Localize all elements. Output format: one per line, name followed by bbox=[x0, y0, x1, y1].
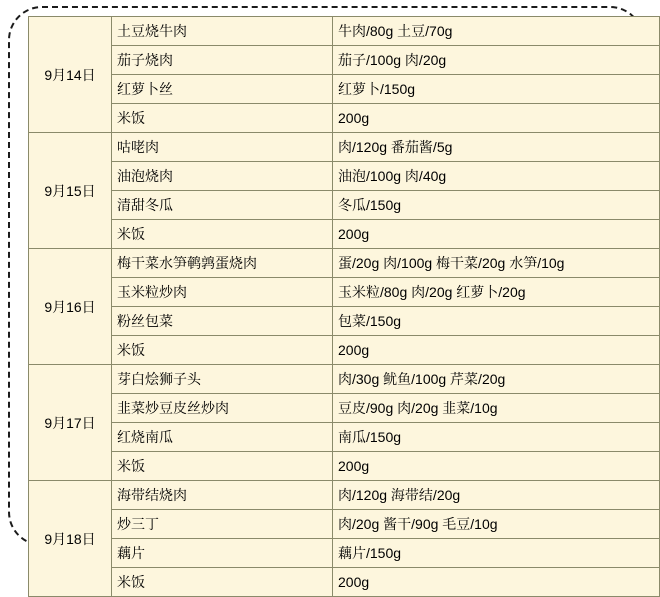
dish-name-cell: 海带结烧肉 bbox=[112, 481, 333, 510]
table-row bbox=[29, 539, 660, 568]
dish-name-cell: 粉丝包菜 bbox=[112, 307, 333, 336]
date-cell: 9月17日 bbox=[29, 365, 112, 481]
weekly-menu-table bbox=[28, 16, 660, 597]
ingredients-cell: 玉米粒/80g 肉/20g 红萝卜/20g bbox=[333, 278, 660, 307]
table-row bbox=[29, 278, 660, 307]
table-row bbox=[29, 568, 660, 597]
dish-name-cell: 米饭 bbox=[112, 336, 333, 365]
menu-table-container bbox=[28, 16, 628, 590]
ingredients-cell: 豆皮/90g 肉/20g 韭菜/10g bbox=[333, 394, 660, 423]
table-row bbox=[29, 336, 660, 365]
ingredients-cell: 南瓜/150g bbox=[333, 423, 660, 452]
dish-name-cell: 玉米粒炒肉 bbox=[112, 278, 333, 307]
table-row bbox=[29, 220, 660, 249]
dish-name-cell: 藕片 bbox=[112, 539, 333, 568]
ingredients-cell: 藕片/150g bbox=[333, 539, 660, 568]
table-row bbox=[29, 423, 660, 452]
ingredients-cell: 蛋/20g 肉/100g 梅干菜/20g 水笋/10g bbox=[333, 249, 660, 278]
table-row bbox=[29, 394, 660, 423]
table-row bbox=[29, 249, 660, 278]
dish-name-cell: 梅干菜水笋鹌鹑蛋烧肉 bbox=[112, 249, 333, 278]
ingredients-cell: 肉/120g 番茄酱/5g bbox=[333, 133, 660, 162]
date-cell: 9月15日 bbox=[29, 133, 112, 249]
table-row bbox=[29, 481, 660, 510]
dish-name-cell: 芽白烩狮子头 bbox=[112, 365, 333, 394]
dish-name-cell: 茄子烧肉 bbox=[112, 46, 333, 75]
menu-frame bbox=[8, 6, 644, 590]
ingredients-cell: 茄子/100g 肉/20g bbox=[333, 46, 660, 75]
table-row bbox=[29, 75, 660, 104]
table-row bbox=[29, 104, 660, 133]
table-row bbox=[29, 46, 660, 75]
ingredients-cell: 肉/30g 鱿鱼/100g 芹菜/20g bbox=[333, 365, 660, 394]
dish-name-cell: 炒三丁 bbox=[112, 510, 333, 539]
table-row bbox=[29, 191, 660, 220]
ingredients-cell: 油泡/100g 肉/40g bbox=[333, 162, 660, 191]
ingredients-cell: 200g bbox=[333, 568, 660, 597]
ingredients-cell: 200g bbox=[333, 220, 660, 249]
date-cell: 9月18日 bbox=[29, 481, 112, 597]
dish-name-cell: 米饭 bbox=[112, 104, 333, 133]
dish-name-cell: 咕咾肉 bbox=[112, 133, 333, 162]
ingredients-cell: 200g bbox=[333, 336, 660, 365]
ingredients-cell: 肉/120g 海带结/20g bbox=[333, 481, 660, 510]
table-row bbox=[29, 17, 660, 46]
dish-name-cell: 油泡烧肉 bbox=[112, 162, 333, 191]
dish-name-cell: 土豆烧牛肉 bbox=[112, 17, 333, 46]
ingredients-cell: 包菜/150g bbox=[333, 307, 660, 336]
date-cell: 9月14日 bbox=[29, 17, 112, 133]
dish-name-cell: 米饭 bbox=[112, 452, 333, 481]
dish-name-cell: 米饭 bbox=[112, 568, 333, 597]
menu-table-body bbox=[29, 17, 660, 597]
table-row bbox=[29, 365, 660, 394]
table-row bbox=[29, 452, 660, 481]
dish-name-cell: 韭菜炒豆皮丝炒肉 bbox=[112, 394, 333, 423]
dish-name-cell: 米饭 bbox=[112, 220, 333, 249]
table-row bbox=[29, 162, 660, 191]
ingredients-cell: 200g bbox=[333, 104, 660, 133]
table-row bbox=[29, 307, 660, 336]
table-row bbox=[29, 133, 660, 162]
ingredients-cell: 肉/20g 酱干/90g 毛豆/10g bbox=[333, 510, 660, 539]
ingredients-cell: 红萝卜/150g bbox=[333, 75, 660, 104]
ingredients-cell: 冬瓜/150g bbox=[333, 191, 660, 220]
dish-name-cell: 红烧南瓜 bbox=[112, 423, 333, 452]
ingredients-cell: 牛肉/80g 土豆/70g bbox=[333, 17, 660, 46]
dish-name-cell: 红萝卜丝 bbox=[112, 75, 333, 104]
table-row bbox=[29, 510, 660, 539]
date-cell: 9月16日 bbox=[29, 249, 112, 365]
dish-name-cell: 清甜冬瓜 bbox=[112, 191, 333, 220]
ingredients-cell: 200g bbox=[333, 452, 660, 481]
